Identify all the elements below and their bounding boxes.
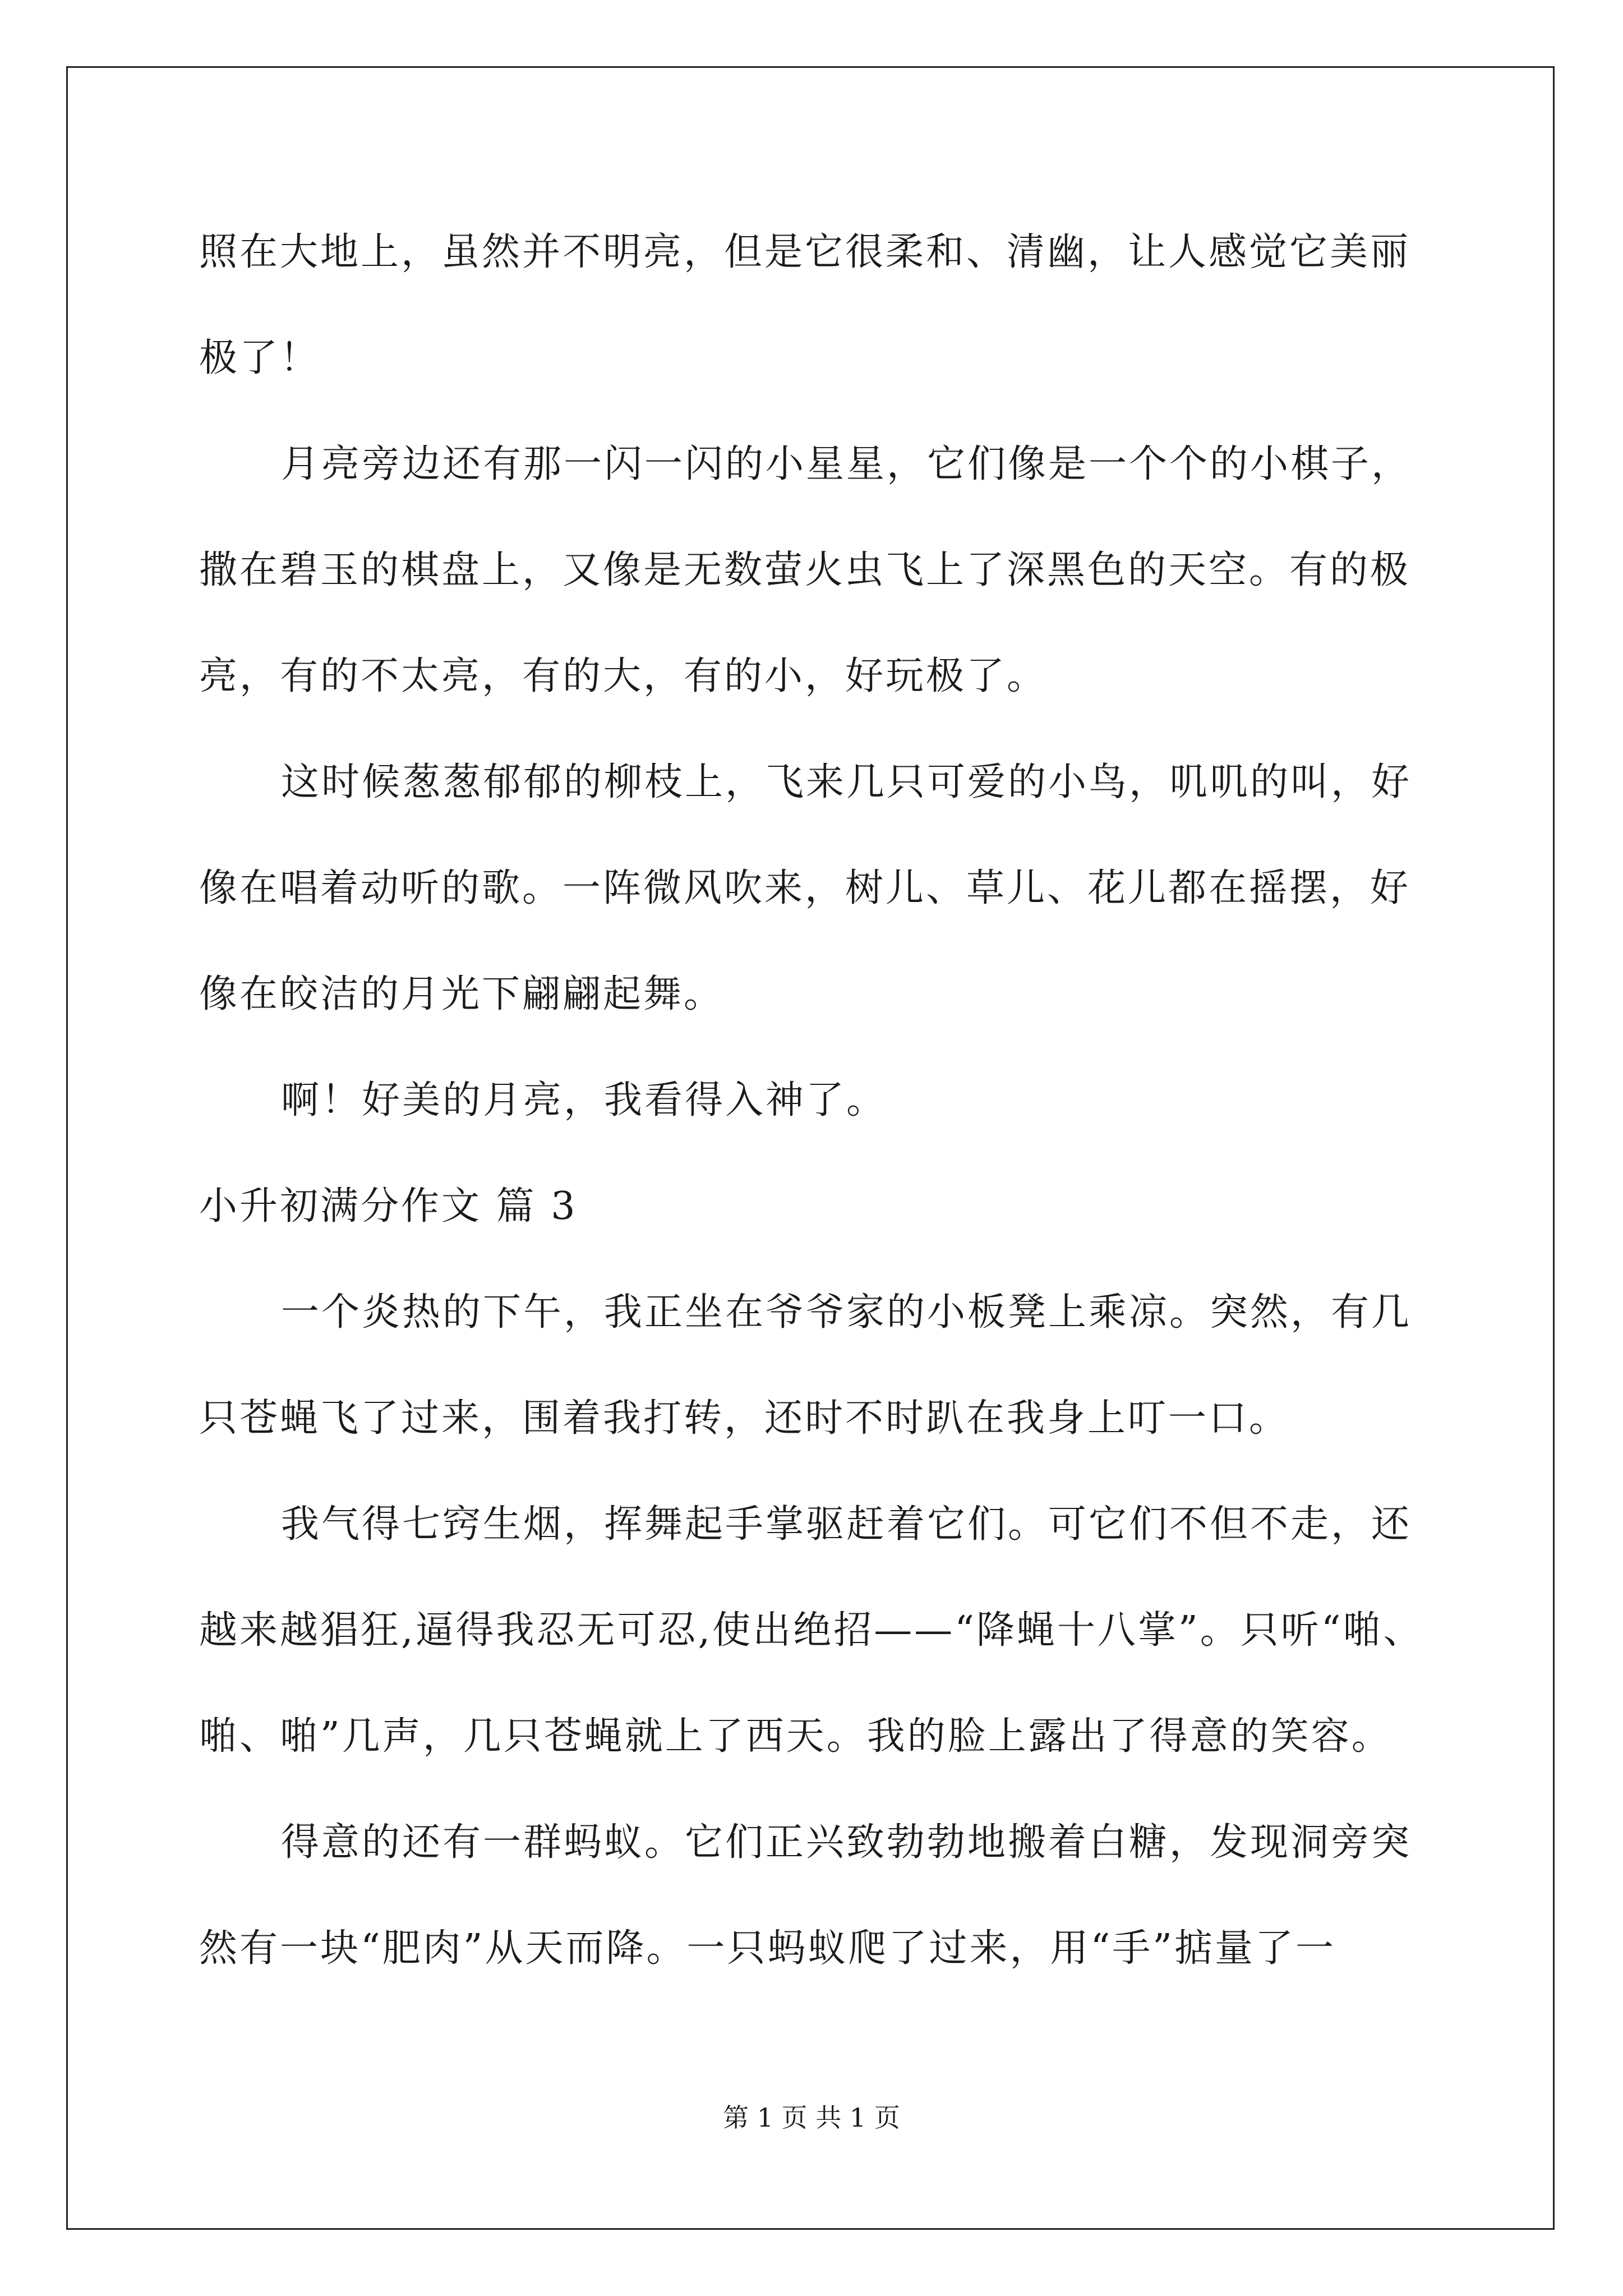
text-line: 撒在碧玉的棋盘上，又像是无数萤火虫飞上了深黑色的天空。有的极: [199, 548, 1411, 592]
page-number-footer: 第 1 页 共 1 页: [723, 2102, 900, 2133]
text-line: 极了！: [199, 336, 321, 380]
text-line: 然有一块“肥肉”从天而降。一只蚂蚁爬了过来，用“手”掂量了一: [199, 1926, 1336, 1971]
text-line: 啪、啪”几声，几只苍蝇就上了西天。我的脸上露出了得意的笑容。: [199, 1714, 1392, 1759]
paragraph-start: 啊！好美的月亮，我看得入神了。: [281, 1078, 887, 1122]
section-heading: 小升初满分作文 篇 3: [199, 1184, 578, 1228]
paragraph-start: 一个炎热的下午，我正坐在爷爷家的小板凳上乘凉。突然，有几: [281, 1290, 1412, 1335]
document-body: [199, 213, 1430, 2016]
text-line: 只苍蝇飞了过来，围着我打转，还时不时趴在我身上叮一口。: [199, 1396, 1290, 1441]
text-line: 亮，有的不太亮，有的大，有的小，好玩极了。: [199, 654, 1048, 698]
paragraph-start: 月亮旁边还有那一闪一闪的小星星，它们像是一个个的小棋子，: [281, 442, 1412, 486]
paragraph-start: 得意的还有一群蚂蚁。它们正兴致勃勃地搬着白糖，发现洞旁突: [281, 1820, 1412, 1865]
text-line: 越来越猖狂,逼得我忍无可忍,使出绝招——“降蝇十八掌”。只听“啪、: [199, 1608, 1424, 1653]
text-line: 像在皎洁的月光下翩翩起舞。: [199, 972, 725, 1016]
text-line: 照在大地上，虽然并不明亮，但是它很柔和、清幽，让人感觉它美丽: [199, 230, 1411, 274]
text-line: 像在唱着动听的歌。一阵微风吹来，树儿、草儿、花儿都在摇摆，好: [199, 866, 1411, 910]
paragraph-start: 这时候葱葱郁郁的柳枝上，飞来几只可爱的小鸟，叽叽的叫，好: [281, 760, 1412, 804]
paragraph-start: 我气得七窍生烟，挥舞起手掌驱赶着它们。可它们不但不走，还: [281, 1502, 1412, 1547]
